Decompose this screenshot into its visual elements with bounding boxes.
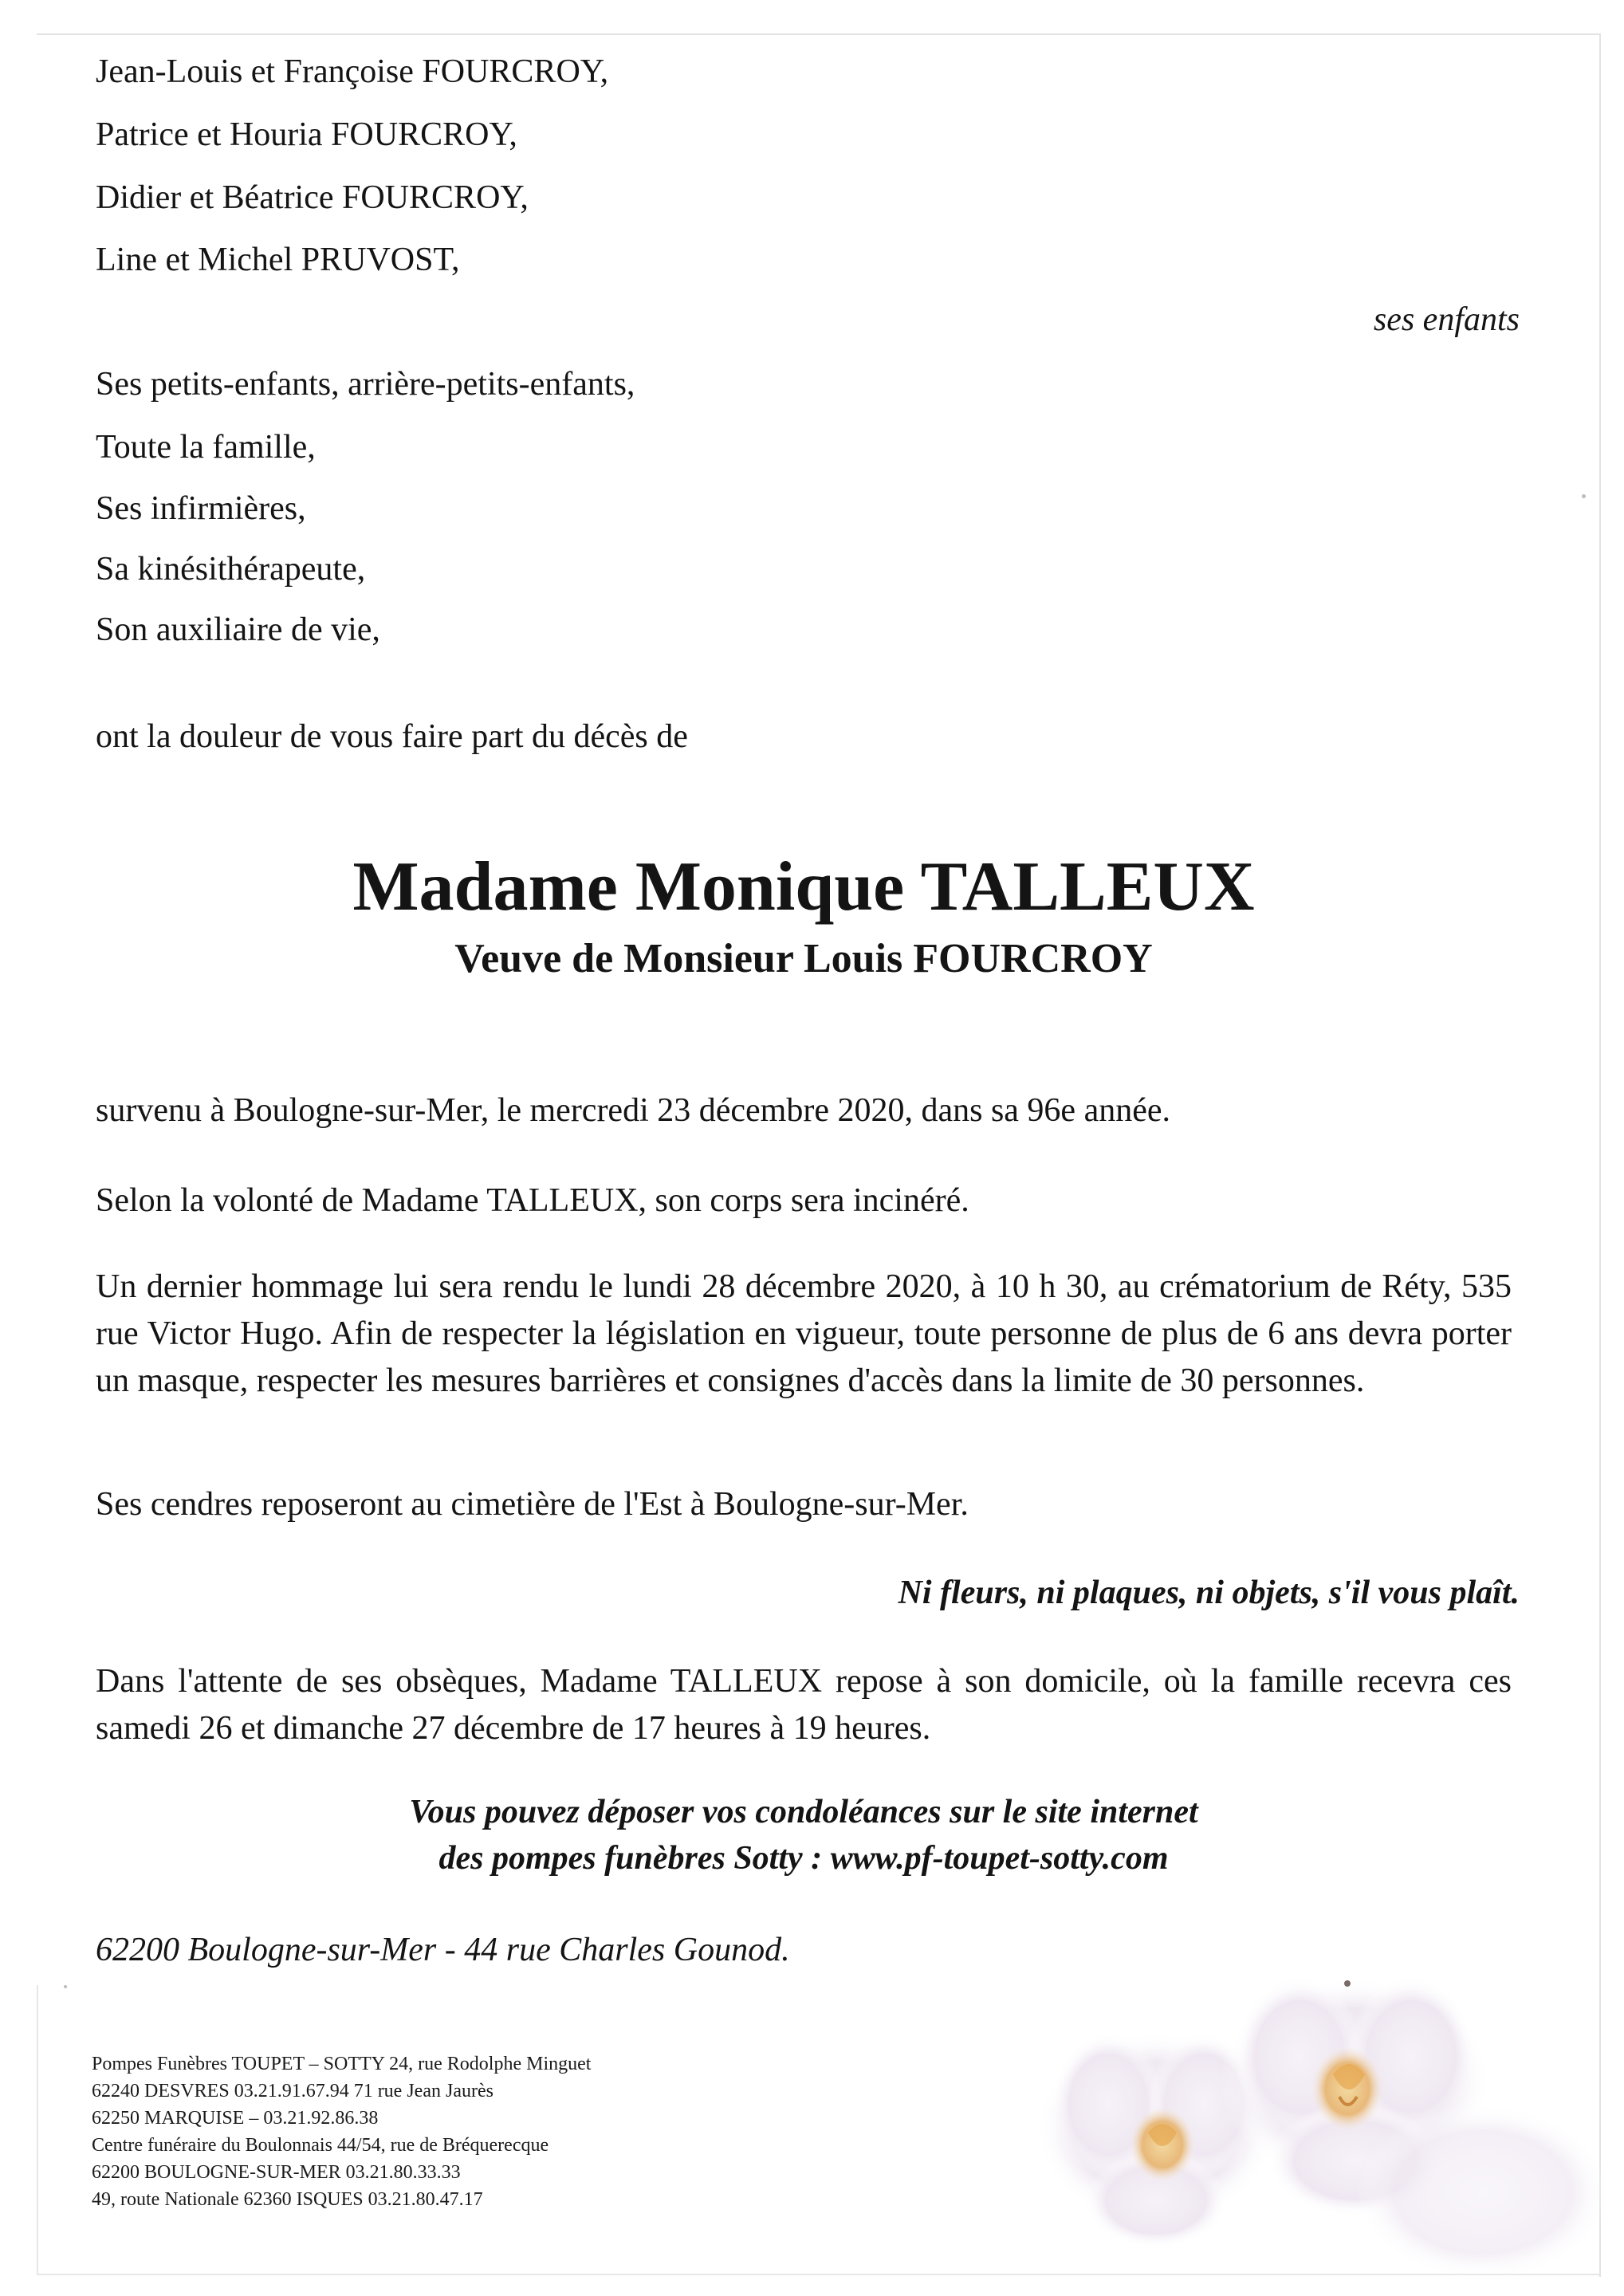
contact-line: 62240 DESVRES 03.21.91.67.94 71 rue Jean Jaurès: [92, 2081, 493, 2101]
children-label: ses enfants: [1373, 301, 1520, 338]
family-line: Son auxiliaire de vie,: [96, 611, 380, 648]
cremation-paragraph: Selon la volonté de Madame TALLEUX, son corps sera incinéré.: [96, 1182, 969, 1219]
contact-line: 62200 BOULOGNE-SUR-MER 03.21.80.33.33: [92, 2162, 461, 2183]
ashes-paragraph: Ses cendres reposeront au cimetière de l'Est à Boulogne-sur-Mer.: [96, 1486, 969, 1523]
page-border-left: [37, 1985, 38, 2275]
death-paragraph: survenu à Boulogne-sur-Mer, le mercredi 23 décembre 2020, dans sa 96e année.: [96, 1092, 1170, 1129]
contact-line: 62250 MARQUISE – 03.21.92.86.38: [92, 2108, 379, 2129]
family-line: Sa kinésithérapeute,: [96, 551, 366, 588]
funeral-home-contacts: [92, 2050, 591, 2213]
orchid-illustration: [1036, 1969, 1610, 2288]
contact-line: 49, route Nationale 62360 ISQUES 03.21.80.47.17: [92, 2189, 483, 2210]
deceased-name: Madame Monique TALLEUX: [352, 848, 1255, 926]
funeral-address: 62200 Boulogne-sur-Mer - 44 rue Charles Gounod.: [96, 1932, 790, 1968]
scan-speck: [1582, 494, 1586, 498]
family-line: Ses petits-enfants, arrière-petits-enfants,: [96, 366, 635, 403]
deceased-subtitle: Veuve de Monsieur Louis FOURCROY: [454, 936, 1153, 981]
scan-speck: [64, 1985, 67, 1988]
no-flowers-note: Ni fleurs, ni plaques, ni objets, s'il vous plaît.: [898, 1575, 1520, 1611]
family-line: Patrice et Houria FOURCROY,: [96, 116, 517, 153]
contact-line: Pompes Funèbres TOUPET – SOTTY 24, rue Rodolphe Minguet: [92, 2054, 592, 2074]
tribute-paragraph: Un dernier hommage lui sera rendu le lundi 28 décembre 2020, à 10 h 30, au crématorium de Réty, 535 rue Victor Hugo. Afin de respecter la législation en vigueur, toute personne de plus de 6 ans devra porter un masque, respecter les mesures barrières et consignes d'accès dans la limite de 30 personnes.: [96, 1268, 1512, 1399]
rest-paragraph: Dans l'attente de ses obsèques, Madame TALLEUX repose à son domicile, où la famille recevra ces samedi 26 et dimanche 27 décembre de 17 heures à 19 heures.: [96, 1663, 1512, 1747]
family-line: Ses infirmières,: [96, 490, 306, 527]
condolences-line-2: des pompes funèbres Sotty : www.pf-toupet-sotty.com: [438, 1840, 1169, 1877]
announcement-line: ont la douleur de vous faire part du décès de: [96, 718, 688, 755]
family-line: Didier et Béatrice FOURCROY,: [96, 179, 529, 216]
contact-line: Centre funéraire du Boulonnais 44/54, rue de Bréquerecque: [92, 2135, 549, 2156]
family-line: Toute la famille,: [96, 429, 316, 466]
family-line: Line et Michel PRUVOST,: [96, 242, 460, 278]
family-line: Jean-Louis et Françoise FOURCROY,: [96, 53, 609, 90]
condolences-line-1: Vous pouvez déposer vos condoléances sur le site internet: [409, 1794, 1198, 1830]
